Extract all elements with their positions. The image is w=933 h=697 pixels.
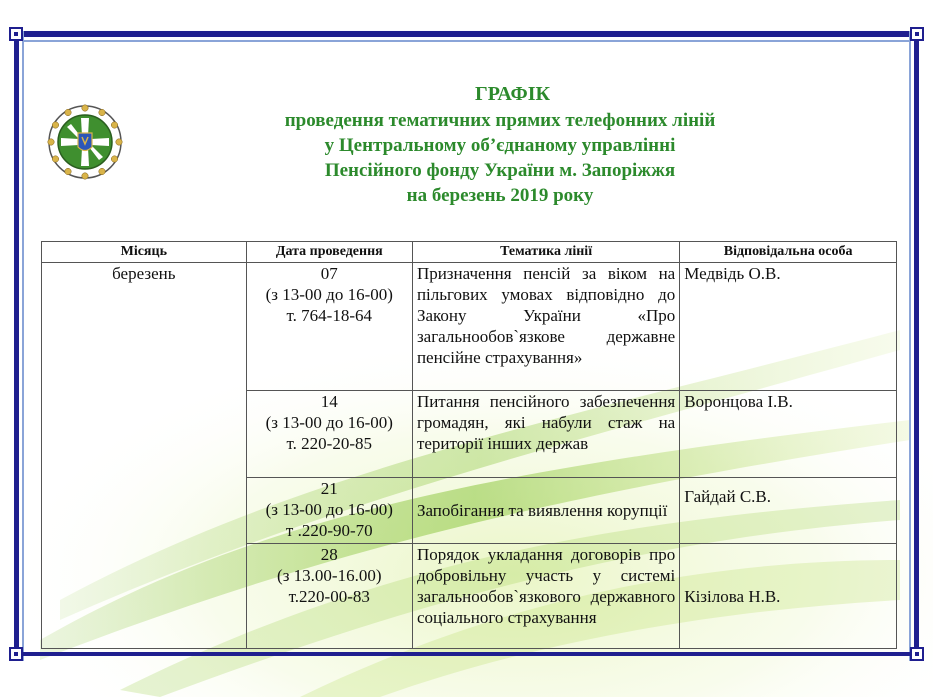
- frame-right: [914, 31, 919, 661]
- document-title: [150, 80, 850, 208]
- frame-top: [22, 31, 911, 37]
- date-cell: [246, 263, 412, 391]
- frame-corner-top-left: [9, 27, 23, 41]
- title-main: ГРАФІК: [474, 83, 551, 105]
- date-phone: т.220-00-83: [288, 587, 370, 606]
- frame-corner-top-right: [910, 27, 924, 41]
- date-phone: т .220-90-70: [285, 521, 373, 540]
- date-day: 28: [320, 545, 338, 564]
- title-line-4: на березень 2019 року: [406, 185, 594, 206]
- title-line-1: проведення тематичних прямих телефонних ліній: [284, 110, 716, 131]
- frame-corner-bottom-right: [910, 647, 924, 661]
- frame-bottom: [22, 652, 911, 656]
- frame-right-inner: [909, 31, 911, 661]
- table-row: [42, 263, 897, 391]
- date-cell-inner: [251, 544, 408, 648]
- person-cell: Гайдай С.В.: [680, 478, 897, 544]
- header-topic: Тематика лінії: [412, 242, 679, 263]
- frame-left-inner: [22, 31, 24, 661]
- person-cell: [680, 544, 897, 649]
- person-cell: Медвідь О.В.: [680, 263, 897, 391]
- frame-top-inner: [22, 40, 911, 42]
- date-day: 07: [320, 264, 338, 283]
- person-cell: Воронцова І.В.: [680, 391, 897, 478]
- title-line-2: у Центральному об’єднаному управлінні: [324, 135, 676, 156]
- title-line-3: Пенсійного фонду України м. Запоріжжя: [324, 160, 676, 181]
- date-phone: т. 764-18-64: [286, 306, 373, 325]
- date-time: (з 13-00 до 16-00): [265, 413, 393, 432]
- month-cell: березень: [42, 263, 247, 649]
- date-cell: [246, 391, 412, 478]
- person-name: Кізілова Н.В.: [684, 586, 781, 606]
- frame-left: [14, 31, 19, 661]
- date-time: (з 13-00 до 16-00): [265, 500, 393, 519]
- pension-fund-logo-icon: [44, 92, 126, 192]
- date-day: 14: [320, 392, 338, 411]
- topic-cell: Питання пенсійного забезпечення громадян, які набули стаж на території інших держав: [412, 391, 679, 478]
- date-cell: [246, 478, 412, 544]
- person-text: [684, 544, 892, 648]
- topic-cell: Запобігання та виявлення корупції: [412, 478, 679, 544]
- header-person: Відповідальна особа: [680, 242, 897, 263]
- table-header-row: [42, 242, 897, 263]
- topic-cell: Призначення пенсій за віком на пільгових умовах відповідно до Закону України «Про загальнообов`язкове державне пенсійне страхування»: [412, 263, 679, 391]
- header-month: Місяць: [42, 242, 247, 263]
- header-date: Дата проведення: [246, 242, 412, 263]
- date-time: (з 13.00-16.00): [277, 566, 382, 585]
- date-cell: [246, 544, 412, 649]
- date-time: (з 13-00 до 16-00): [265, 285, 393, 304]
- topic-cell: [412, 544, 679, 649]
- date-day: 21: [320, 479, 338, 498]
- schedule-table: [41, 241, 897, 649]
- topic-text: Порядок укладання договорів про добровільну участь у системі загальнообов`язкового державного соціального страхування: [416, 545, 676, 627]
- frame-corner-bottom-left: [9, 647, 23, 661]
- date-phone: т. 220-20-85: [286, 434, 373, 453]
